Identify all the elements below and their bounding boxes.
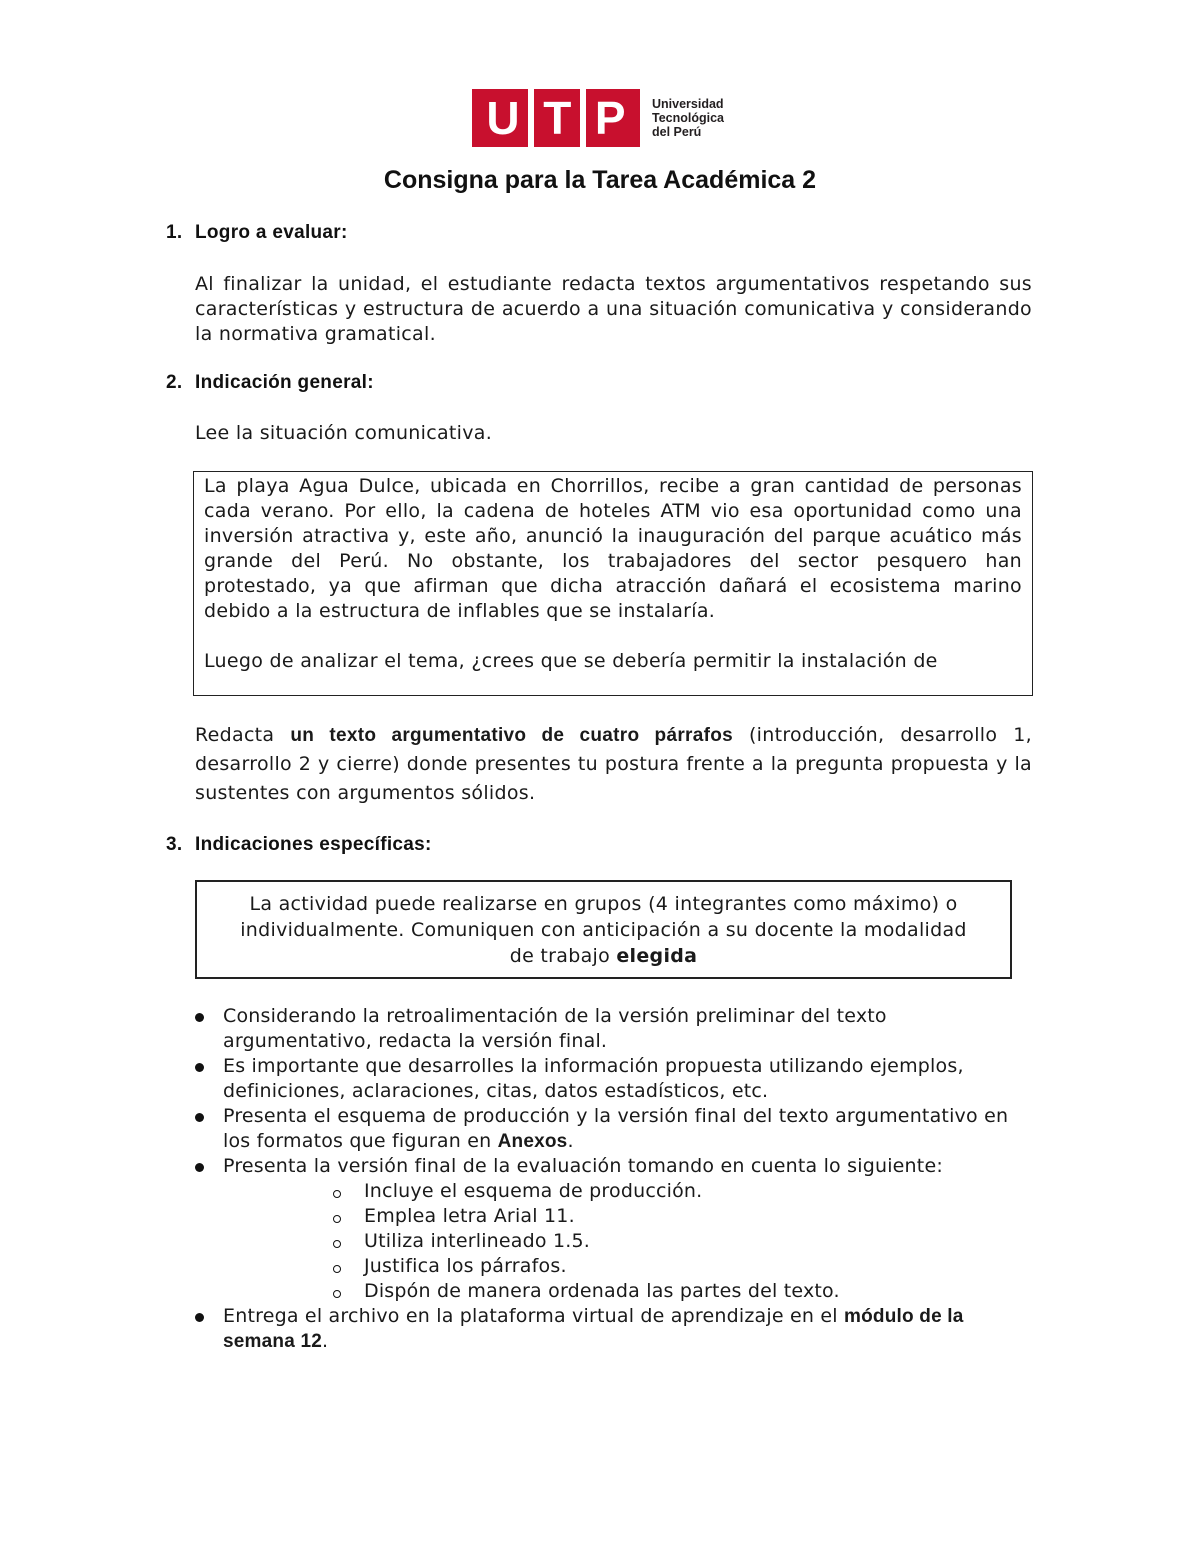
logo-divider — [580, 89, 586, 147]
list-item — [195, 1104, 1035, 1154]
sub-item-text: Emplea letra Arial 11. — [364, 1205, 575, 1227]
bullet-5-suffix: . — [321, 1330, 329, 1352]
sub-list-item — [333, 1279, 1035, 1304]
bullet-3-bold: Anexos — [497, 1131, 568, 1152]
logo-letter-t: T — [543, 92, 572, 144]
list-item — [195, 1004, 1035, 1054]
circle-bullet-icon — [333, 1240, 341, 1248]
section-1-text: Al finalizar la unidad, el estudiante redacta textos argumentativos respetando sus características y estructura de acuerdo a una situación comunicativa y considerando la normativa gramatical. — [195, 273, 1032, 345]
bullet-icon — [195, 1013, 204, 1022]
bullet-icon — [195, 1313, 204, 1322]
section-2-heading-text: Indicación general: — [195, 372, 374, 393]
task-instruction — [195, 721, 1032, 808]
bullet-icon — [195, 1113, 204, 1122]
bullet-4-text: Presenta la versión final de la evaluación tomando en cuenta lo siguiente: — [223, 1155, 943, 1177]
bullet-icon — [195, 1163, 204, 1172]
sub-list-item — [333, 1179, 1035, 1204]
list-item — [195, 1054, 1035, 1104]
modality-bold: elegida — [616, 945, 698, 967]
sub-list-item — [333, 1229, 1035, 1254]
section-1-heading-text: Logro a evaluar: — [195, 222, 348, 243]
sub-item-text: Justifica los párrafos. — [364, 1255, 567, 1277]
modality-box — [195, 880, 1012, 979]
bullet-3-suffix: . — [567, 1130, 574, 1152]
logo-name-line-3: del Perú — [652, 125, 702, 139]
bullet-icon — [195, 1063, 204, 1072]
circle-bullet-icon — [333, 1265, 341, 1273]
situation-paragraph-1: La playa Agua Dulce, ubicada en Chorrillos, recibe a gran cantidad de personas cada verano. Por ello, la cadena de hoteles ATM vio esa oportunidad como una inversión atractiva y, este año, anunció la inauguración del parque acuático más grande del Perú. No obstante, los trabajadores del sector pesquero han protestado, ya que afirman que dicha atracción dañará el ecosistema marino debido a la estructura de inflables que se instalaría. — [204, 475, 1022, 622]
logo-university-name — [652, 97, 724, 139]
bullet-5-prefix: Entrega el archivo en la plataforma virtual de aprendizaje en el — [223, 1305, 844, 1327]
logo-letter-u: U — [486, 92, 520, 144]
list-item — [195, 1154, 1035, 1304]
section-3-heading-text: Indicaciones específicas: — [195, 834, 432, 855]
logo-letter-p: P — [594, 92, 626, 144]
sub-item-text: Utiliza interlineado 1.5. — [364, 1230, 591, 1252]
bullet-3-prefix: Presenta el esquema de producción y la versión final del texto argumentativo en los formatos que figuran en — [223, 1105, 1009, 1152]
circle-bullet-icon — [333, 1290, 341, 1298]
situation-paragraph-2: Luego de analizar el tema, ¿crees que se debería permitir la instalación de — [204, 650, 938, 672]
task-bold: un texto argumentativo de cuatro párrafos — [290, 725, 733, 746]
section-1-number: 1. — [166, 222, 183, 243]
logo-red-block — [472, 89, 640, 147]
task-suffix: (introducción, desarrollo 1, desarrollo 2 y cierre) donde presentes tu postura frente a la pregunta propuesta y la sustentes con argumentos sólidos. — [195, 724, 1032, 804]
document-title: Consigna para la Tarea Académica 2 — [383, 166, 817, 194]
section-2-number: 2. — [166, 372, 183, 393]
bullet-5-bold: módulo de la semana 12 — [223, 1306, 964, 1352]
logo-name-line-2: Tecnológica — [652, 111, 725, 125]
sub-list-item — [333, 1204, 1035, 1229]
task-prefix: Redacta — [195, 724, 291, 746]
sub-list-item — [333, 1254, 1035, 1279]
logo-name-line-1: Universidad — [652, 97, 724, 111]
section-3-number: 3. — [166, 834, 183, 855]
list-item — [195, 1304, 1035, 1354]
modality-text: La actividad puede realizarse en grupos (4 integrantes como máximo) o individualmente. Comuniquen con anticipación a su docente la modalidad de trabajo — [240, 893, 967, 967]
logo-divider — [528, 89, 534, 147]
bullet-2-text: Es importante que desarrolles la información propuesta utilizando ejemplos, definiciones, aclaraciones, citas, datos estadísticos, etc. — [223, 1055, 964, 1102]
bullet-1-text: Considerando la retroalimentación de la versión preliminar del texto argumentativo, redacta la versión final. — [223, 1005, 887, 1052]
situation-box — [193, 471, 1033, 696]
sub-list — [223, 1179, 1035, 1304]
section-3-heading — [166, 834, 432, 856]
utp-logo — [472, 89, 724, 147]
circle-bullet-icon — [333, 1190, 341, 1198]
sub-item-text: Dispón de manera ordenada las partes del texto. — [364, 1280, 840, 1302]
section-2-intro: Lee la situación comunicativa. — [195, 422, 493, 444]
circle-bullet-icon — [333, 1215, 341, 1223]
section-1-heading — [166, 222, 348, 244]
specific-instructions-list — [195, 1004, 1035, 1354]
sub-item-text: Incluye el esquema de producción. — [364, 1180, 703, 1202]
section-2-heading — [166, 372, 374, 394]
